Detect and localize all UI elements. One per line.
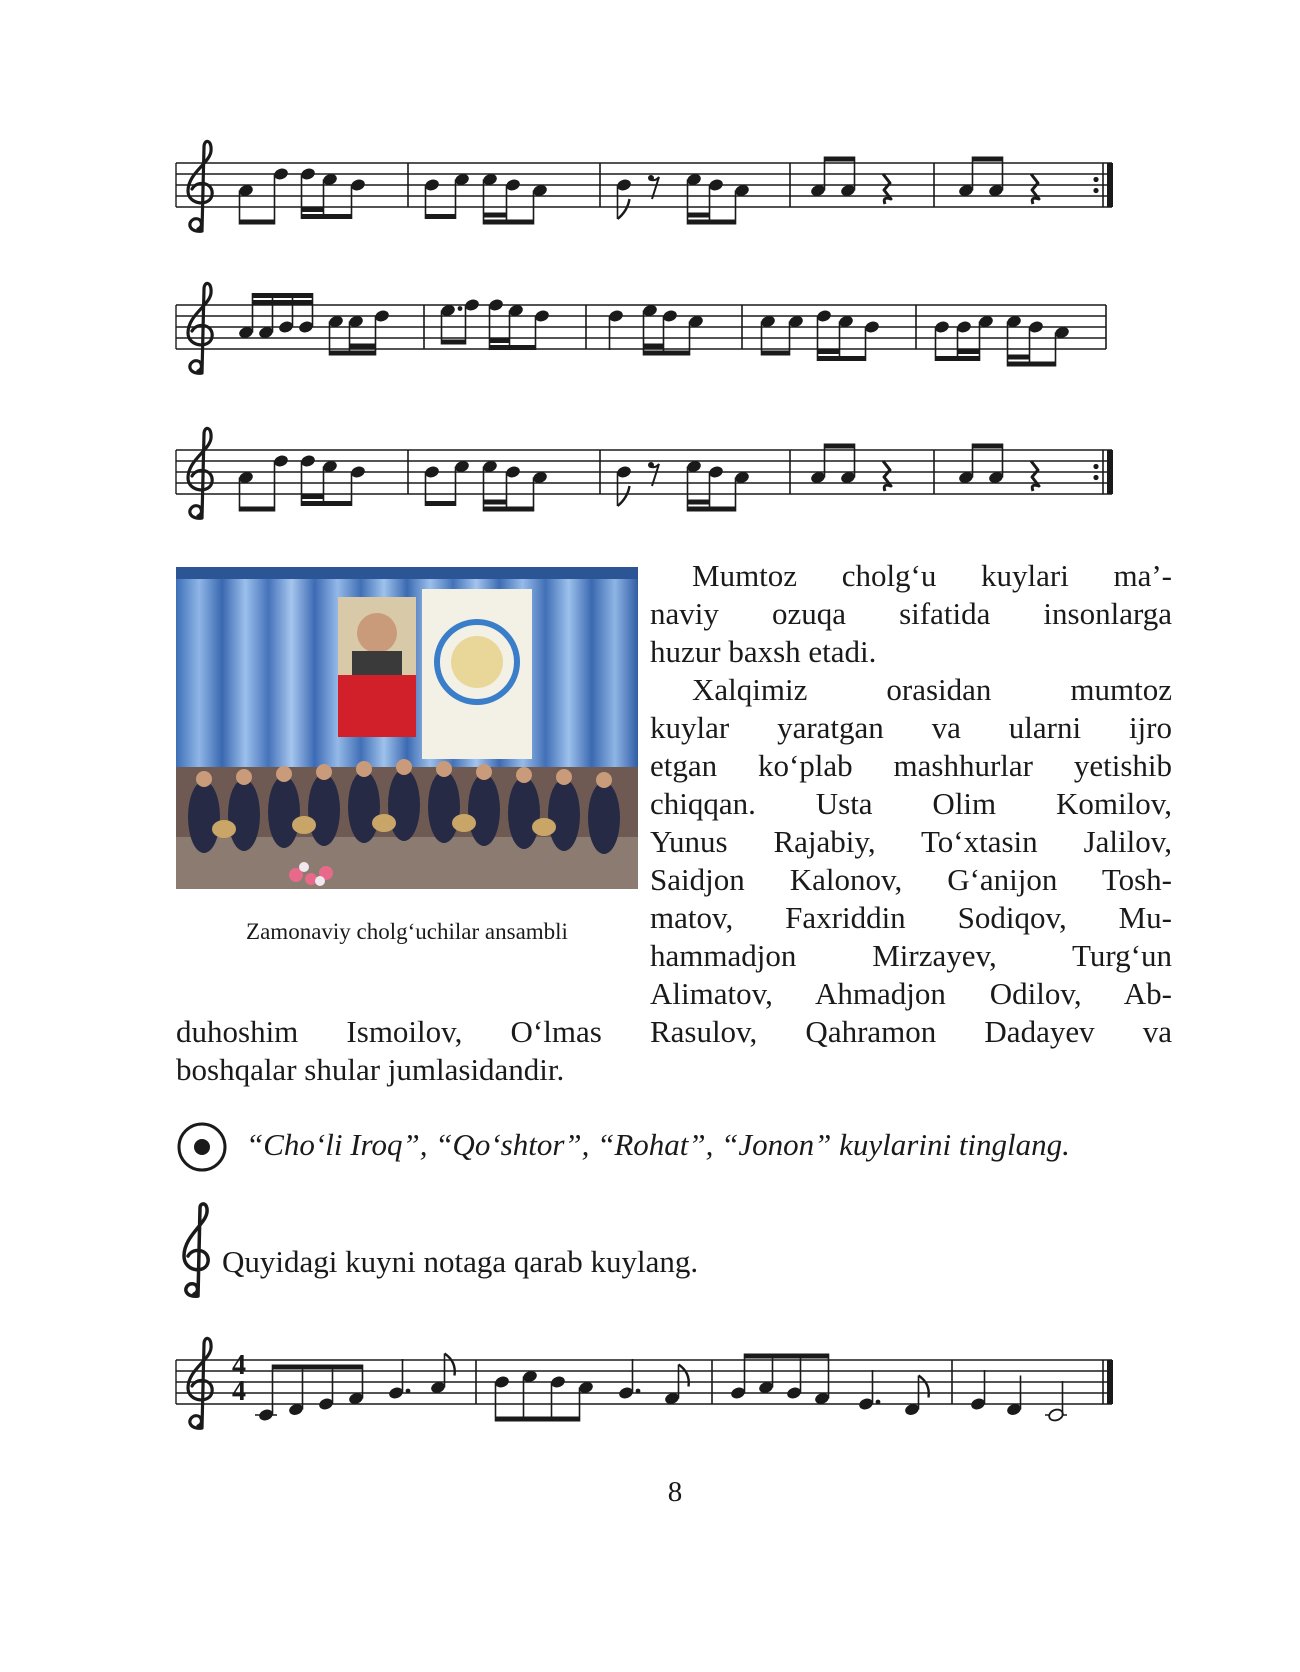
beam — [490, 345, 536, 350]
final-thick-barline — [1107, 1360, 1113, 1404]
beam — [302, 207, 324, 212]
paragraph-line: Yunus Rajabiy, To‘xtasin Jalilov, — [650, 824, 1172, 859]
beam — [936, 356, 980, 361]
music-staff-4 — [176, 1330, 1176, 1440]
note-flag — [445, 1354, 455, 1376]
repeat-dot — [1093, 188, 1098, 193]
final-thick-barline — [1107, 450, 1113, 494]
photo-block — [176, 567, 638, 945]
beam — [973, 157, 1003, 162]
ensemble-photo — [176, 567, 638, 889]
quarter-rest — [1031, 461, 1039, 491]
listen-text: “Cho‘li Iroq”, “Qo‘shtor”, “Rohat”, “Jonon” kuylarini tinglang. — [246, 1127, 1070, 1162]
treble-clef-icon — [188, 1338, 212, 1428]
photo-caption: Zamonaviy cholg‘uchilar ansambli — [246, 919, 568, 944]
beam — [273, 1365, 363, 1370]
staff-4-notation — [176, 1330, 1176, 1440]
text-full-width — [176, 1013, 1172, 1089]
augmentation-dot — [406, 1389, 411, 1394]
beam — [330, 351, 376, 356]
beam — [253, 300, 313, 305]
note-flag — [618, 199, 630, 219]
paragraph-line: huzur baxsh etadi. — [650, 634, 877, 669]
beam — [426, 501, 456, 506]
staff-2-notation — [176, 275, 1176, 385]
treble-clef-icon — [188, 141, 212, 231]
note-flag — [679, 1365, 689, 1387]
beam — [958, 349, 980, 354]
beam — [302, 501, 352, 506]
listen-instruction — [176, 1121, 1176, 1177]
beam — [973, 444, 1003, 449]
repeat-dot — [1093, 177, 1098, 182]
staff-3-notation — [176, 420, 1176, 530]
final-thick-barline — [1107, 163, 1113, 207]
text-column — [650, 557, 1172, 1013]
paragraph-line: hammadjon Mirzayev, Turg‘un — [650, 938, 1172, 973]
paragraph-line: naviy ozuqa sifatida insonlarga — [650, 596, 1172, 631]
paragraph-line: chiqqan. Usta Olim Komilov, — [650, 786, 1172, 821]
augmentation-dot — [636, 1389, 641, 1394]
beam — [240, 220, 275, 225]
beam — [484, 507, 534, 512]
beam — [818, 356, 866, 361]
beam — [825, 444, 855, 449]
paragraph-line: Xalqimiz orasidan mumtoz — [692, 672, 1172, 707]
paragraph-line: Mumtoz cholg‘u kuylari ma’- — [692, 558, 1172, 593]
beam — [762, 351, 790, 356]
beam — [688, 507, 736, 512]
beam — [302, 214, 352, 219]
paragraph-line: Alimatov, Ahmadjon Odilov, Ab- — [650, 976, 1172, 1011]
page-number: 8 — [667, 1476, 683, 1508]
music-staff-3 — [176, 420, 1176, 530]
beam — [490, 338, 510, 343]
beam — [302, 494, 324, 499]
augmentation-dot — [876, 1400, 881, 1405]
beam — [1008, 362, 1056, 367]
beam — [644, 351, 690, 356]
beam — [240, 507, 275, 512]
quarter-rest — [883, 461, 891, 491]
beam — [688, 220, 736, 225]
beam — [688, 500, 710, 505]
treble-clef-icon — [188, 428, 212, 518]
beam — [688, 213, 710, 218]
beam — [442, 340, 466, 345]
staff-1-notation — [176, 133, 1176, 243]
beam — [818, 349, 840, 354]
beam — [426, 214, 456, 219]
paragraph-line: Saidjon Kalonov, G‘anijon Tosh- — [650, 862, 1172, 897]
listen-disc-icon — [176, 1121, 228, 1173]
paragraph-line: boshqalar shular jumlasidandir. — [176, 1052, 565, 1087]
beam — [484, 213, 507, 218]
beam — [1008, 355, 1030, 360]
treble-clef-icon — [188, 283, 212, 373]
beam — [745, 1354, 829, 1359]
time-signature-top: 4 — [232, 1350, 246, 1381]
repeat-dot — [1093, 464, 1098, 469]
beam — [496, 1417, 580, 1422]
paragraph-line: matov, Faxriddin Sodiqov, Mu- — [650, 900, 1172, 935]
beam — [350, 344, 376, 349]
music-staff-2 — [176, 275, 1176, 385]
sing-text: Quyidagi kuyni notaga qarab kuylang. — [222, 1244, 699, 1279]
repeat-dot — [1093, 475, 1098, 480]
note-flag — [919, 1376, 929, 1398]
beam — [484, 500, 507, 505]
paragraph-line: duhoshim Ismoilov, O‘lmas Rasulov, Qahramon Dadayev va — [176, 1014, 1172, 1049]
paragraph-line: kuylar yaratgan va ularni ijro — [650, 710, 1172, 745]
quarter-rest — [883, 174, 891, 204]
treble-clef-icon — [176, 1200, 216, 1302]
beam — [484, 220, 534, 225]
beam — [825, 157, 855, 162]
beam — [644, 344, 664, 349]
time-signature-bottom: 4 — [232, 1376, 246, 1407]
music-staff-1 — [176, 133, 1176, 243]
sing-instruction — [176, 1200, 1176, 1305]
beam — [253, 293, 313, 298]
augmentation-dot — [458, 306, 463, 311]
quarter-rest — [1031, 174, 1039, 204]
note-flag — [618, 486, 630, 506]
paragraph-line: etgan ko‘plab mashhurlar yetishib — [650, 748, 1172, 783]
